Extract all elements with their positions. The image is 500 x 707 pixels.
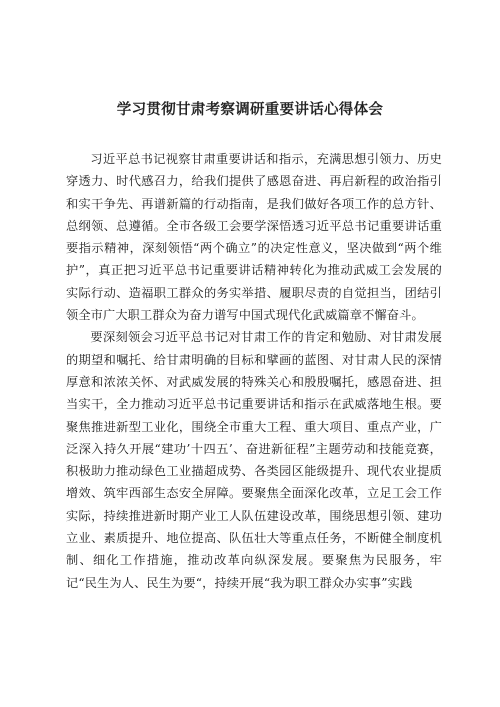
- paragraph-2: 要深刻领会习近平总书记对甘肃工作的肯定和勉励、对甘肃发展的期望和嘱托、给甘肃明确的目标和擘画的蓝图、对甘肃人民的深情厚意和浓浓关怀、对武威发展的特殊关心和殷殷嘱托，感恩奋进、担当实干，全力推动习近平总书记重要讲话和指示在武威落地生根。要聚焦推进新型工业化，围绕全市重大工程、重大项目、重点产业，广泛深入持久开展“建功’十四五’、奋进新征程”主题劳动和技能竞赛，积极助力推动绿色工业描超成势、各类园区能级提升、现代农业提质增效、筑牢西部生态安全屏障。要聚焦全面深化改革，立足工会工作实际，持续推进新时期产业工人队伍建设改革，围绕思想引领、建功立业、素质提升、地位提高、队伍壮大等重点任务，不断健全制度机制、细化工作措施，推动改革向纵深发展。要聚焦为民服务，牢记“民生为人、民生为要“，持续开展“我为职工群众办实事”实践: [66, 330, 442, 590]
- paragraph-1: 习近平总书记视察甘肃重要讲话和指示，充满思想引领力、历史穿透力、时代感召力，给我们提供了感恩奋进、再启新程的政治指引和实干争先、再谱新篇的行动指南，是我们做好各项工作的总方针、总纲领、总遵循。全市各级工会要学深悟透习近平总书记重要讲话重要指示精神，深刻领悟“两个确立”的决定性意义，坚决做到“两个维护”，真正把习近平总书记重要讲话精神转化为推动武威工会发展的实际行动、造福职工群众的务实举措、履职尽责的自觉担当，团结引领全市广大职工群众为奋力谱写中国式现代化武威篇章不懈奋斗。: [66, 152, 442, 323]
- document-body: [66, 148, 442, 594]
- document-title: 学习贯彻甘肃考察调研重要讲话心得体会: [116, 102, 384, 118]
